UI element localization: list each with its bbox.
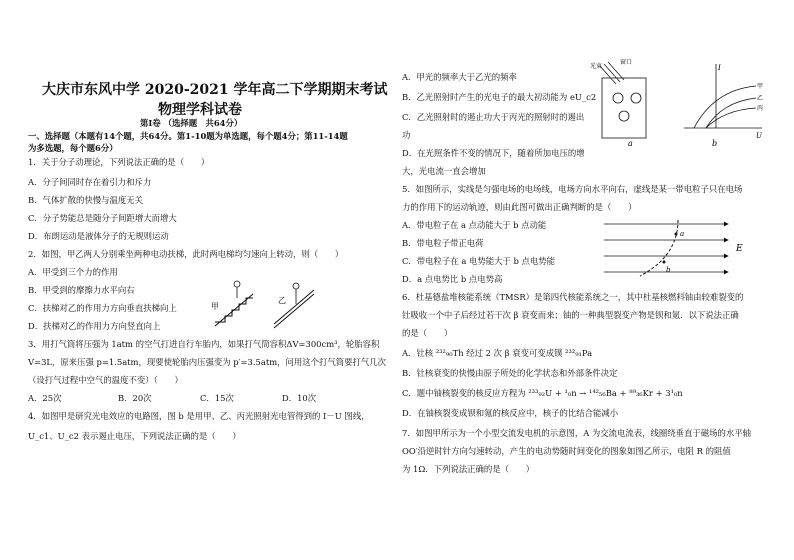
section-intro-1: 一、选择题（本题有14个题，共64分。第1-10题为单选题，每个题4分；第11-14题 <box>28 131 348 141</box>
q6-stem-2: 钍吸收一个中子后经过若干次 β 衰变而来；铀的一种典型裂变产物是钡和氪．以下说法正确 <box>402 310 739 320</box>
q4-option-d-1: D．在光照条件不变的情况下，随着所加电压的增 <box>402 148 585 158</box>
q1-stem: 1．关于分子动理论，下列说法正确的是（ ） <box>28 157 210 167</box>
q2-option-a: A．甲受到三个力的作用 <box>28 267 118 277</box>
escalator-figure <box>210 272 330 332</box>
q7-stem-2: OO′沿逆时针方向匀速转动，产生的电动势随时间变化的图象如图乙所示，电阻 R 的阻值 <box>402 446 731 456</box>
q3-stem-2: V=3L，原来压强 p=1.5atm，现要使轮胎内压强变为 p′=3.5atm，问用这个打气筒要打气几次 <box>28 357 387 367</box>
q1-option-a: A．分子间同时存在着引力和斥力 <box>28 177 152 187</box>
iu-graph-figure <box>680 56 766 148</box>
circuit-label-window: 窗口 <box>620 59 633 66</box>
q6-option-c: C．题中铀核裂变的核反应方程为 ²³³₉₂U + ¹₀n → ¹⁴²₅₆Ba + ⁸⁹₃₆Kr + 3¹₀n <box>402 388 683 398</box>
q2-option-b: B．甲受到的摩擦力水平向右 <box>28 285 135 295</box>
stair-label-yi: 乙 <box>278 296 286 305</box>
q5-option-a: A．带电粒子在 a 点动能大于 b 点动能 <box>402 220 547 230</box>
q4-option-d-2: 大，光电流一直会增加 <box>402 166 486 176</box>
q4-option-c-2: 功 <box>402 130 411 140</box>
field-label-b: b <box>666 266 671 274</box>
q5-stem-1: 5．如图所示，实线是匀强电场的电场线，电场方向水平向右，虚线是某一带电粒子只在电场 <box>402 184 743 194</box>
q7-stem-3: 为 1Ω．下列说法正确的是（ ） <box>402 464 535 474</box>
q2-option-c: C．扶梯对乙的作用力方向垂直扶梯向上 <box>28 303 177 313</box>
graph-label-yi: 乙 <box>757 95 764 102</box>
stair-label-jia: 甲 <box>211 302 219 311</box>
q5-option-d: D．a 点电势比 b 点电势高 <box>402 274 503 284</box>
q5-option-b: B．带电粒子带正电荷 <box>402 238 484 248</box>
graph-label-b: b <box>712 139 718 148</box>
section-intro-2: 为多选题，每个题6分） <box>28 143 118 153</box>
q3-option-a: A．25次 <box>28 393 62 403</box>
q6-option-d: D．在铀核裂变成钡和氪的核反应中，核子的比结合能减小 <box>402 408 619 418</box>
graph-label-bing: 丙 <box>757 105 764 112</box>
photoelectric-circuit-figure <box>590 56 670 148</box>
circuit-label-light: 光束 <box>590 63 603 70</box>
q7-stem-1: 7．如图甲所示为一个小型交流发电机的示意图，A 为交流电流表，线圈绕垂直于磁场的水平轴 <box>402 428 752 438</box>
q5-option-c: C．带电粒子在 a 电势能大于 b 点电势能 <box>402 256 556 266</box>
q3-stem-3: （设打气过程中空气的温度不变）（ ） <box>28 375 183 385</box>
q6-stem-3: 的是（ ） <box>402 328 453 338</box>
q3-option-d: D．10次 <box>282 393 317 403</box>
q6-stem-1: 6．杜基德盐堆核能系统（TMSR）是第四代核能系统之一，其中杜基核燃料铀由较难裂变的 <box>402 292 744 302</box>
section-heading: 第Ⅰ卷 （选择题 共64分） <box>140 118 243 128</box>
q1-option-d: D．布朗运动是液体分子的无规则运动 <box>28 231 169 241</box>
q2-stem: 2．如图，甲乙两人分别乘坐两种电动扶梯，此时两电梯均匀速向上转动，则（ ） <box>28 249 344 259</box>
q6-option-b: B．钍核衰变的快慢由原子所处的化学状态和外部条件决定 <box>402 368 618 378</box>
q5-stem-2: 力的作用下的运动轨迹，则由此图可做出正确判断的是（ ） <box>402 202 637 212</box>
q4-option-b: B．乙光照射时产生的光电子的最大初动能为 eU_c2 <box>402 92 597 102</box>
q3-option-b: B．20次 <box>118 393 152 403</box>
q6-option-a: A．钍核 ²³²₉₀Th 经过 2 次 β 衰变可变成镤 ²³²₉₁Pa <box>402 348 593 358</box>
exam-title-line2: 物理学科试卷 <box>158 102 242 118</box>
q4-option-c-1: C．乙光照射时的遏止功大于丙光的照射时的遏出 <box>402 112 585 122</box>
q4-stem-1: 4．如图甲是研究光电效应的电路图，图 b 是用甲、乙、丙光照射光电管得到的 I－U 图线， <box>28 411 370 421</box>
q1-option-b: B．气体扩散的快慢与温度无关 <box>28 195 144 205</box>
q1-option-c: C．分子势能总是随分子间距增大而增大 <box>28 213 177 223</box>
graph-label-U: U <box>756 132 762 140</box>
q3-option-c: C．15次 <box>200 393 234 403</box>
graph-label-I: I <box>718 64 721 72</box>
circuit-label-a: a <box>628 139 633 148</box>
field-label-E: E <box>736 244 743 254</box>
field-label-a: a <box>680 230 685 238</box>
q3-stem-1: 3．用打气筒将压强为 1atm 的空气打进自行车胎内，如果打气筒容积ΔV=300cm³，轮胎容积 <box>28 339 380 349</box>
graph-label-jia: 甲 <box>757 83 764 90</box>
electric-field-figure <box>600 216 750 280</box>
q2-option-d: D．扶梯对乙的作用力方向竖直向上 <box>28 321 161 331</box>
exam-title-line1: 大庆市东风中学 2020-2021 学年高二下学期期末考试 <box>42 82 388 98</box>
q4-stem-2: U_c1、U_c2 表示遏止电压，下列说法正确的是（ ） <box>28 431 241 441</box>
q4-option-a: A．甲光的频率大于乙光的频率 <box>402 72 517 82</box>
